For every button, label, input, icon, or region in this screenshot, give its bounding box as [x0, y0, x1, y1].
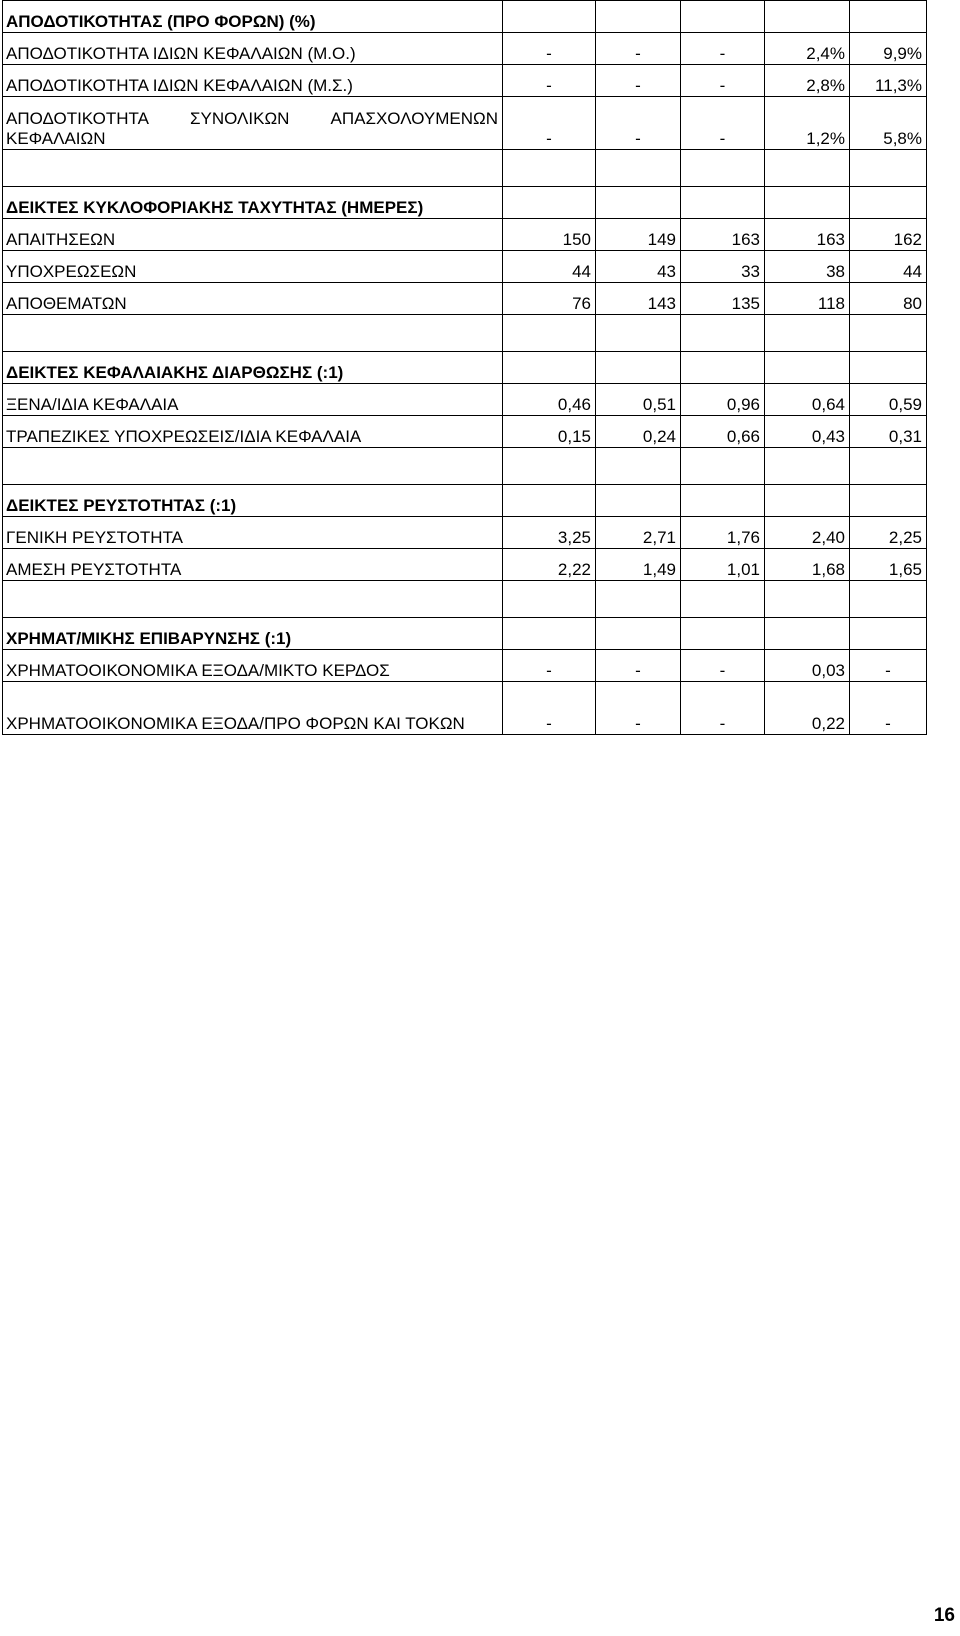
- value-cell: [596, 150, 681, 187]
- value-cell: 162: [850, 219, 927, 251]
- section-header-row: [3, 618, 927, 650]
- section-header-row: [3, 1, 927, 33]
- value-cell: 163: [681, 219, 765, 251]
- value-cell: 135: [681, 283, 765, 315]
- value-cell: [681, 618, 765, 650]
- value-cell: 1,76: [681, 517, 765, 549]
- value-cell: 0,66: [681, 416, 765, 448]
- value-cell: 2,40: [765, 517, 850, 549]
- row-label: ΑΠΟΘΕΜΑΤΩΝ: [3, 283, 503, 315]
- value-cell: [765, 1, 850, 33]
- value-cell: [765, 315, 850, 352]
- value-cell: [503, 187, 596, 219]
- value-cell: [503, 150, 596, 187]
- value-cell: [765, 150, 850, 187]
- page-number: 16: [933, 1605, 955, 1626]
- value-cell: [765, 618, 850, 650]
- value-cell: 44: [503, 251, 596, 283]
- value-cell: -: [503, 97, 596, 150]
- value-cell: [850, 150, 927, 187]
- value-cell: [596, 485, 681, 517]
- table-row: [3, 283, 927, 315]
- value-cell: [850, 315, 927, 352]
- row-label: [3, 150, 503, 187]
- value-cell: -: [596, 33, 681, 65]
- row-label: [3, 315, 503, 352]
- row-label: ΥΠΟΧΡΕΩΣΕΩΝ: [3, 251, 503, 283]
- value-cell: -: [681, 97, 765, 150]
- table-row: [3, 650, 927, 682]
- value-cell: [503, 581, 596, 618]
- section-header-row: [3, 485, 927, 517]
- value-cell: [850, 581, 927, 618]
- value-cell: [681, 1, 765, 33]
- value-cell: 5,8%: [850, 97, 927, 150]
- value-cell: 0,51: [596, 384, 681, 416]
- value-cell: [681, 187, 765, 219]
- section-title: ΔΕΙΚΤΕΣ ΡΕΥΣΤΟΤΗΤΑΣ (:1): [3, 485, 503, 517]
- value-cell: 0,46: [503, 384, 596, 416]
- value-cell: [503, 1, 596, 33]
- value-cell: 11,3%: [850, 65, 927, 97]
- value-cell: 44: [850, 251, 927, 283]
- spacer-row: [3, 448, 927, 485]
- value-cell: 0,03: [765, 650, 850, 682]
- value-cell: 0,15: [503, 416, 596, 448]
- value-cell: -: [503, 650, 596, 682]
- row-label: ΤΡΑΠΕΖΙΚΕΣ ΥΠΟΧΡΕΩΣΕΙΣ/ΙΔΙΑ ΚΕΦΑΛΑΙΑ: [3, 416, 503, 448]
- value-cell: -: [503, 33, 596, 65]
- value-cell: 80: [850, 283, 927, 315]
- value-cell: -: [681, 682, 765, 735]
- row-label: ΧΡΗΜΑΤΟΟΙΚΟΝΟΜΙΚΑ ΕΞΟΔΑ/ΠΡΟ ΦΟΡΩΝ ΚΑΙ ΤΟΚΩΝ: [3, 682, 503, 735]
- value-cell: 118: [765, 283, 850, 315]
- value-cell: 38: [765, 251, 850, 283]
- value-cell: [765, 187, 850, 219]
- value-cell: [850, 618, 927, 650]
- value-cell: [681, 485, 765, 517]
- value-cell: 149: [596, 219, 681, 251]
- value-cell: -: [850, 650, 927, 682]
- value-cell: 0,22: [765, 682, 850, 735]
- section-title: ΔΕΙΚΤΕΣ ΚΥΚΛΟΦΟΡΙΑΚΗΣ ΤΑΧΥΤΗΤΑΣ (ΗΜΕΡΕΣ): [3, 187, 503, 219]
- value-cell: [681, 448, 765, 485]
- value-cell: 2,8%: [765, 65, 850, 97]
- spacer-row: [3, 150, 927, 187]
- value-cell: [596, 315, 681, 352]
- value-cell: 2,71: [596, 517, 681, 549]
- row-label: ΧΡΗΜΑΤΟΟΙΚΟΝΟΜΙΚΑ ΕΞΟΔΑ/ΜΙΚΤΟ ΚΕΡΔΟΣ: [3, 650, 503, 682]
- value-cell: 76: [503, 283, 596, 315]
- value-cell: -: [596, 650, 681, 682]
- value-cell: 1,01: [681, 549, 765, 581]
- value-cell: -: [850, 682, 927, 735]
- value-cell: -: [596, 65, 681, 97]
- value-cell: [850, 352, 927, 384]
- value-cell: [503, 352, 596, 384]
- row-label: ΓΕΝΙΚΗ ΡΕΥΣΤΟΤΗΤΑ: [3, 517, 503, 549]
- value-cell: [596, 352, 681, 384]
- value-cell: [765, 448, 850, 485]
- value-cell: [681, 315, 765, 352]
- table-row: [3, 219, 927, 251]
- value-cell: -: [596, 97, 681, 150]
- value-cell: 0,64: [765, 384, 850, 416]
- value-cell: -: [681, 65, 765, 97]
- table-row: [3, 65, 927, 97]
- value-cell: [681, 150, 765, 187]
- value-cell: [681, 352, 765, 384]
- value-cell: [596, 581, 681, 618]
- table-row: [3, 549, 927, 581]
- value-cell: [765, 352, 850, 384]
- section-header-row: [3, 352, 927, 384]
- section-title: ΔΕΙΚΤΕΣ ΚΕΦΑΛΑΙΑΚΗΣ ΔΙΑΡΘΩΣΗΣ (:1): [3, 352, 503, 384]
- table-row: [3, 416, 927, 448]
- value-cell: [503, 315, 596, 352]
- section-title: ΧΡΗΜΑΤ/ΜΙΚΗΣ ΕΠΙΒΑΡΥΝΣΗΣ (:1): [3, 618, 503, 650]
- row-label: ΞΕΝΑ/ΙΔΙΑ ΚΕΦΑΛΑΙΑ: [3, 384, 503, 416]
- value-cell: [596, 187, 681, 219]
- table-row: [3, 251, 927, 283]
- value-cell: 150: [503, 219, 596, 251]
- row-label: ΑΠΟΔΟΤΙΚΟΤΗΤΑ ΙΔΙΩΝ ΚΕΦΑΛΑΙΩΝ (Μ.Σ.): [3, 65, 503, 97]
- value-cell: 1,65: [850, 549, 927, 581]
- value-cell: [850, 485, 927, 517]
- value-cell: [765, 485, 850, 517]
- value-cell: [503, 485, 596, 517]
- value-cell: 0,59: [850, 384, 927, 416]
- value-cell: 0,24: [596, 416, 681, 448]
- row-label: ΑΜΕΣΗ ΡΕΥΣΤΟΤΗΤΑ: [3, 549, 503, 581]
- section-header-row: [3, 187, 927, 219]
- value-cell: 163: [765, 219, 850, 251]
- table-row: [3, 682, 927, 735]
- table-row: [3, 33, 927, 65]
- value-cell: -: [681, 33, 765, 65]
- value-cell: [850, 1, 927, 33]
- row-label: ΑΠΟΔΟΤΙΚΟΤΗΤΑ ΙΔΙΩΝ ΚΕΦΑΛΑΙΩΝ (Μ.Ο.): [3, 33, 503, 65]
- financial-ratios-table: [2, 0, 927, 735]
- spacer-row: [3, 581, 927, 618]
- value-cell: [596, 618, 681, 650]
- value-cell: 33: [681, 251, 765, 283]
- value-cell: [503, 618, 596, 650]
- value-cell: 1,68: [765, 549, 850, 581]
- table-row: [3, 384, 927, 416]
- section-title: ΑΠΟΔΟΤΙΚΟΤΗΤΑΣ (ΠΡΟ ΦΟΡΩΝ) (%): [3, 1, 503, 33]
- value-cell: 43: [596, 251, 681, 283]
- value-cell: -: [681, 650, 765, 682]
- value-cell: 3,25: [503, 517, 596, 549]
- value-cell: 0,96: [681, 384, 765, 416]
- value-cell: 0,31: [850, 416, 927, 448]
- spacer-row: [3, 315, 927, 352]
- value-cell: -: [503, 65, 596, 97]
- value-cell: [681, 581, 765, 618]
- value-cell: 9,9%: [850, 33, 927, 65]
- row-label: ΑΠΟΔΟΤΙΚΟΤΗΤΑ ΣΥΝΟΛΙΚΩΝ ΑΠΑΣΧΟΛΟΥΜΕΝΩΝ ΚΕΦΑΛΑΙΩΝ: [3, 97, 503, 150]
- value-cell: [596, 448, 681, 485]
- value-cell: -: [596, 682, 681, 735]
- value-cell: [765, 581, 850, 618]
- value-cell: 1,49: [596, 549, 681, 581]
- value-cell: [850, 187, 927, 219]
- value-cell: 2,22: [503, 549, 596, 581]
- value-cell: -: [503, 682, 596, 735]
- row-label: ΑΠΑΙΤΗΣΕΩΝ: [3, 219, 503, 251]
- value-cell: 143: [596, 283, 681, 315]
- table-row: [3, 517, 927, 549]
- row-label: [3, 448, 503, 485]
- value-cell: 2,4%: [765, 33, 850, 65]
- value-cell: [503, 448, 596, 485]
- row-label: [3, 581, 503, 618]
- value-cell: [596, 1, 681, 33]
- value-cell: 0,43: [765, 416, 850, 448]
- value-cell: 2,25: [850, 517, 927, 549]
- value-cell: [850, 448, 927, 485]
- table-body: [3, 1, 927, 735]
- table-row: [3, 97, 927, 150]
- value-cell: 1,2%: [765, 97, 850, 150]
